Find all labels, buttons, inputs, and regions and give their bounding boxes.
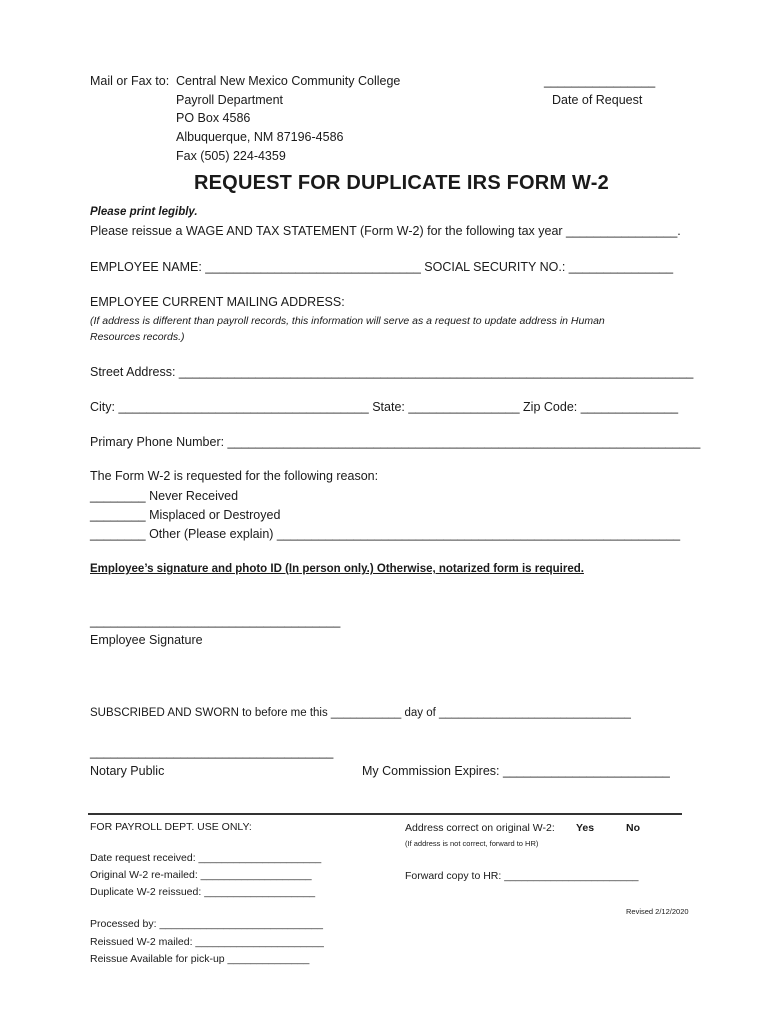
original-remailed-line[interactable]: Original W-2 re-mailed: ___________________ — [90, 869, 312, 881]
date-request-blank[interactable]: ________________ — [544, 74, 656, 88]
employee-name-ssn-line[interactable]: EMPLOYEE NAME: _______________________________ SOCIAL SECURITY NO.: _______________ — [90, 260, 674, 274]
address-line-4: Albuquerque, NM 87196-4586 — [176, 130, 344, 144]
tax-year-line[interactable]: Please reissue a WAGE AND TAX STATEMENT (Form W-2) for the following tax year ________________. — [90, 224, 681, 238]
mailing-address-note-2: Resources records.) — [90, 331, 185, 343]
address-correct-label: Address correct on original W-2: — [405, 822, 555, 834]
date-received-line[interactable]: Date request received: _____________________ — [90, 852, 322, 864]
reason-misplaced[interactable]: ________ Misplaced or Destroyed — [90, 508, 281, 522]
address-correct-yes[interactable] — [576, 822, 597, 834]
address-note: (If address is not correct, forward to HR) — [405, 839, 539, 848]
duplicate-reissued-line[interactable]: Duplicate W-2 reissued: ___________________ — [90, 886, 316, 898]
payroll-use-heading: FOR PAYROLL DEPT. USE ONLY: — [90, 821, 252, 833]
signature-requirement: Employee’s signature and photo ID (In person only.) Otherwise, notarized form is required. — [90, 563, 584, 575]
phone-number-line[interactable]: Primary Phone Number: ____________________________________________________________________ — [90, 435, 701, 449]
form-title: REQUEST FOR DUPLICATE IRS FORM W-2 — [194, 172, 609, 194]
employee-signature-line[interactable]: ____________________________________ — [90, 614, 341, 628]
address-line-1: Central New Mexico Community College — [176, 74, 401, 88]
notary-public-label: Notary Public — [90, 764, 165, 778]
forward-hr-line[interactable]: Forward copy to HR: _______________________ — [405, 870, 639, 882]
address-line-3: PO Box 4586 — [176, 111, 251, 125]
processed-by-line[interactable]: Processed by: ____________________________ — [90, 918, 323, 930]
mailing-address-label: EMPLOYEE CURRENT MAILING ADDRESS: — [90, 295, 345, 309]
print-legibly-note: Please print legibly. — [90, 206, 198, 218]
employee-signature-label: Employee Signature — [90, 633, 203, 647]
reissued-mailed-line[interactable]: Reissued W-2 mailed: ______________________ — [90, 936, 324, 948]
available-pickup-line[interactable]: Reissue Available for pick-up ______________ — [90, 953, 310, 965]
street-address-line[interactable]: Street Address: __________________________________________________________________________ — [90, 365, 694, 379]
section-divider — [88, 813, 682, 815]
notary-signature-line[interactable]: ___________________________________ — [90, 745, 334, 759]
mailing-address-note-1: (If address is different than payroll records, this information will serve as a request to update address in Human — [90, 315, 605, 327]
reason-label: The Form W-2 is requested for the following reason: — [90, 469, 379, 483]
city-state-zip-line[interactable]: City: ____________________________________ State: ________________ Zip Code: ______________ — [90, 400, 679, 414]
address-line-2: Payroll Department — [176, 93, 283, 107]
address-correct-no[interactable] — [626, 822, 640, 834]
no-label: No — [626, 822, 640, 834]
revised-date: Revised 2/12/2020 — [626, 907, 689, 916]
reason-other[interactable]: ________ Other (Please explain) __________________________________________________________ — [90, 527, 681, 541]
yes-label: Yes — [576, 822, 595, 834]
address-line-5: Fax (505) 224-4359 — [176, 149, 286, 163]
sworn-line[interactable]: SUBSCRIBED AND SWORN to before me this ___________ day of ______________________________ — [90, 707, 631, 719]
commission-expires-line[interactable]: My Commission Expires: ________________________ — [362, 764, 670, 778]
reason-never-received[interactable]: ________ Never Received — [90, 489, 239, 503]
mail-to-label: Mail or Fax to: — [90, 74, 170, 88]
date-request-label: Date of Request — [552, 93, 643, 107]
